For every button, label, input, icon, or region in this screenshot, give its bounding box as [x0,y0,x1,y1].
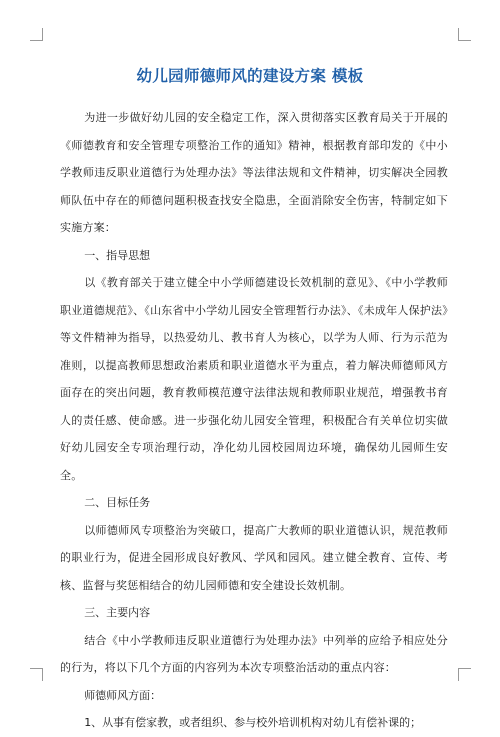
crop-mark-bottom-left [30,668,43,681]
section-paragraph-main-content: 结合《中小学教师违反职业道德行为处理办法》中列举的应给予相应处分的行为，将以下几个方面的内容列为本次专项整治活动的重点内容： [60,633,448,674]
subheading-teacher-ethics: 师德师风方面： [84,688,162,702]
section-heading-objectives: 二、目标任务 [84,496,151,509]
document-title: 幼儿园师德师风的建设方案 模板 [136,67,364,85]
crop-mark-bottom-right [458,668,471,681]
document-body [60,104,448,737]
crop-mark-top-right [458,28,471,41]
section-heading-main-content: 三、主要内容 [84,606,151,619]
intro-paragraph: 为进一步做好幼儿园的安全稳定工作，深入贯彻落实区教育局关于开展的《师德教育和安全管理专项整治工作的通知》精神，根据教育部印发的《中小学教师违反职业道德行为处理办法》等法律法规和文件精神，切实解决全园教师队伍中存在的师德问题积极查找安全隐患，全面消除安全伤害，特制定如下实施方案： [60,111,448,234]
list-item: 1、从事有偿家教，或者组织、参与校外培训机构对幼儿有偿补课的； [84,716,422,729]
section-paragraph-guiding-ideology: 以《教育部关于建立健全中小学师德建设长效机制的意见》、《中小学教师职业道德规范》、《山东省中小学幼儿园安全管理暂行办法》、《未成年人保护法》等文件精神为指导，以热爱幼儿、教书育人为核心，以学为人师、行为示范为准则，以提高教师思想政治素质和职业道德水平为重点，着力解决师德师风方面存在的突出问题，教育教师模范遵守法律法规和教师职业规范，增强教书育人的责任感、使命感。进一步强化幼儿园安全管理，积极配合有关单位切实做好幼儿园安全专项治理行动，净化幼儿园校园周边环境，确保幼儿园师生安全。 [60,276,448,482]
section-paragraph-objectives: 以师德师风专项整治为突破口，提高广大教师的职业道德认识，规范教师的职业行为，促进全园形成良好教风、学风和园风。建立健全教育、宣传、考核、监督与奖惩相结合的幼儿园师德和安全建设长效机制。 [60,523,448,592]
section-heading-guiding-ideology: 一、指导思想 [84,248,151,262]
crop-mark-top-left [30,28,43,41]
